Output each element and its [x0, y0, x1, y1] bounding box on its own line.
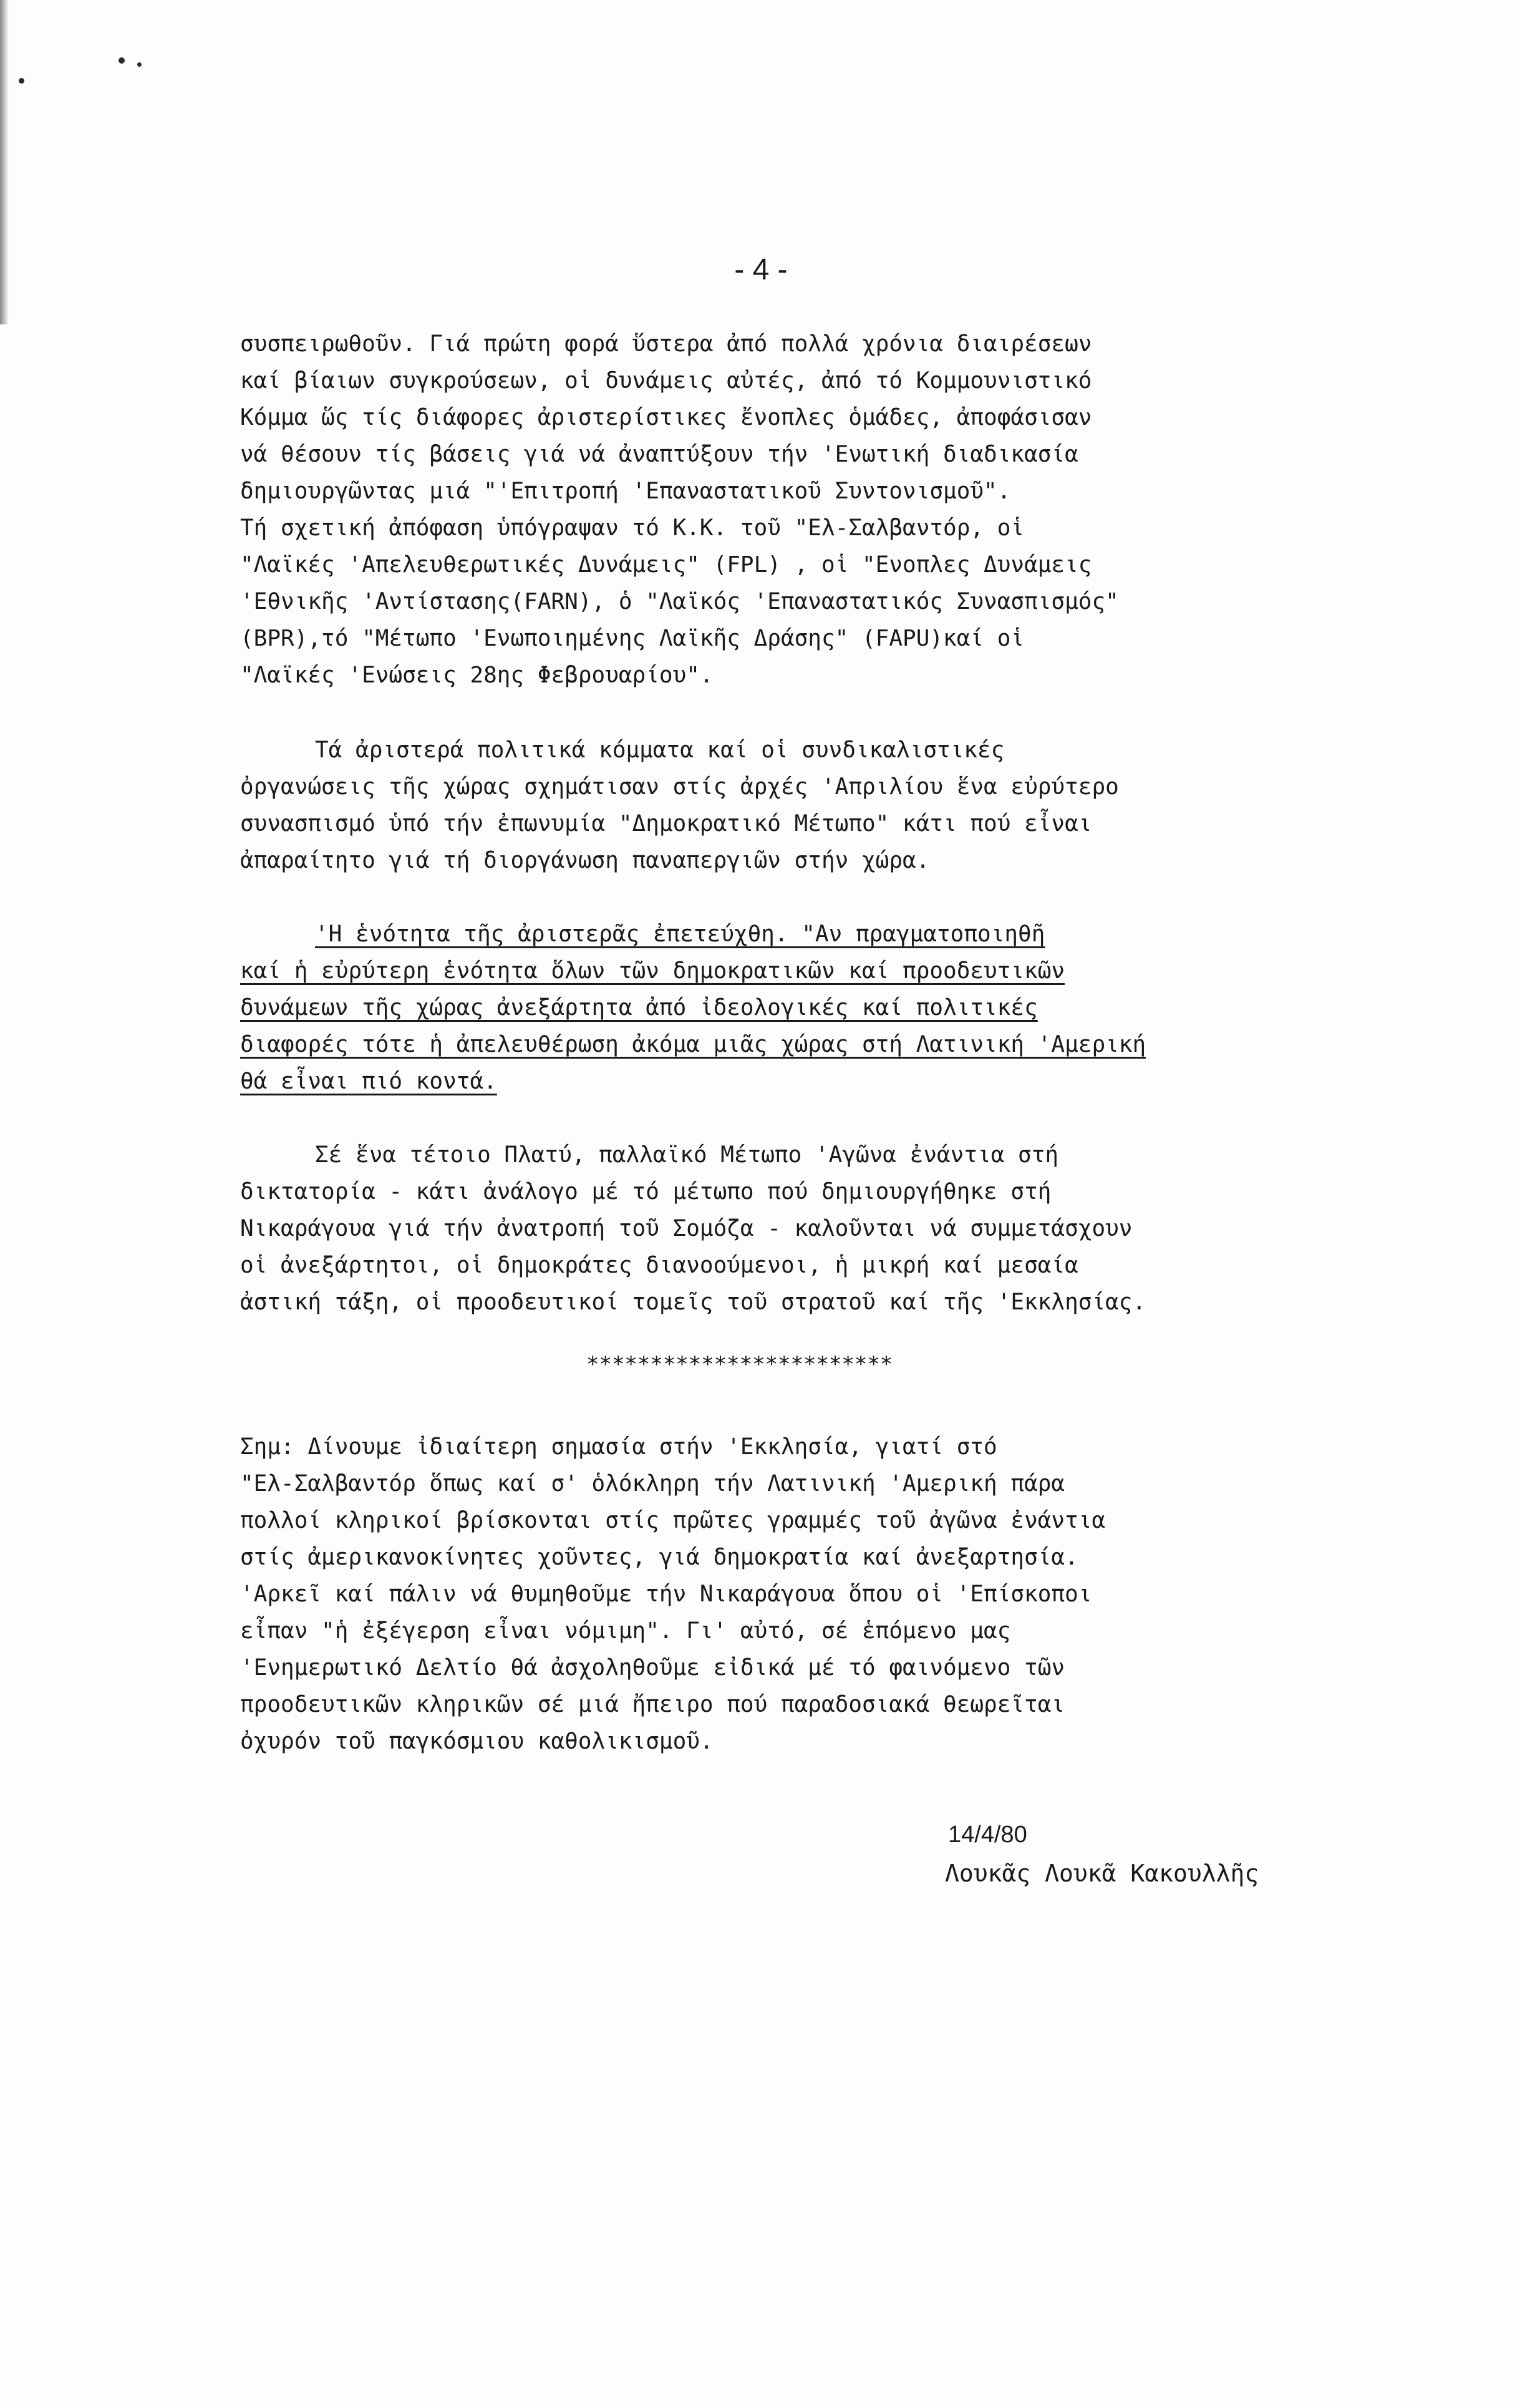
- text-line: 'Η ἑνότητα τῆς ἀριστερᾶς ἐπετεύχθη. "Αν πραγματοποιηθῆ: [315, 921, 1045, 947]
- text-line: (BPR),τό "Μέτωπο 'Ενωποιημένης Λαϊκῆς Δράσης" (FAPU)καί οἱ: [240, 626, 1025, 651]
- text-line: οἱ ἀνεξάρτητοι, οἱ δημοκράτες διανοούμενοι, ἡ μικρή καί μεσαία: [240, 1253, 1078, 1278]
- signature-block: [945, 1815, 1259, 1893]
- text-line: Τά ἀριστερά πολιτικά κόμματα καί οἱ συνδικαλιστικές: [315, 737, 1005, 763]
- text-line: συνασπισμό ὑπό τήν ἐπωνυμία "Δημοκρατικό Μέτωπο" κάτι πού εἶναι: [240, 811, 1092, 837]
- text-line: 'Ενημερωτικό Δελτίο θά ἀσχοληθοῦμε εἰδικά μέ τό φαινόμενο τῶν: [240, 1655, 1065, 1681]
- footnote: [240, 1429, 1105, 1760]
- text-line: καί βίαιων συγκρούσεων, οἱ δυνάμεις αὐτές, ἀπό τό Κομμουνιστικό: [240, 368, 1092, 394]
- text-line: "Ελ-Σαλβαντόρ ὅπως καί σ' ὁλόκληρη τήν Λατινική 'Αμερική πάρα: [240, 1471, 1065, 1497]
- text-line: ἀπαραίτητο γιά τή διοργάνωση παναπεργιῶν στήν χώρα.: [240, 848, 930, 873]
- signature-name: Λουκᾶς Λουκᾶ Κακουλλῆς: [945, 1860, 1259, 1887]
- text-line: Νικαράγουα γιά τήν ἀνατροπή τοῦ Σομόζα - καλοῦνται νά συμμετάσχουν: [240, 1216, 1133, 1241]
- text-line: Σέ ἕνα τέτοιο Πλατύ, παλλαϊκό Μέτωπο 'Αγῶνα ἐνάντια στή: [315, 1142, 1059, 1168]
- text-line: "Λαϊκές 'Ενώσεις 28ης Φεβρουαρίου".: [240, 663, 714, 688]
- text-line: νά θέσουν τίς βάσεις γιά νά ἀναπτύξουν τήν 'Ενωτική διαδικασία: [240, 442, 1078, 467]
- text-line: δημιουργῶντας μιά "'Επιτροπή 'Επαναστατικοῦ Συντονισμοῦ".: [240, 478, 1011, 504]
- signature-date: 14/4/80: [948, 1822, 1027, 1848]
- scan-speck: [19, 78, 24, 84]
- text-line: θά εἶναι πιό κοντά.: [240, 1069, 497, 1094]
- text-line: δυνάμεων τῆς χώρας ἀνεξάρτητα ἀπό ἰδεολογικές καί πολιτικές: [240, 995, 1038, 1021]
- text-line: 'Αρκεῖ καί πάλιν νά θυμηθοῦμε τήν Νικαράγουα ὅπου οἱ 'Επίσκοποι: [240, 1581, 1092, 1607]
- underlined-paragraph: [240, 916, 1146, 1100]
- text-line: ὀργανώσεις τῆς χώρας σχημάτισαν στίς ἀρχές 'Απριλίου ἕνα εὐρύτερο: [240, 774, 1119, 800]
- paragraph-2: [240, 732, 1119, 879]
- text-line: "Λαϊκές 'Απελευθερωτικές Δυνάμεις" (FPL) , οἱ "Ενοπλες Δυνάμεις: [240, 552, 1092, 578]
- text-line: 'Εθνικῆς 'Αντίστασης(FARN), ὁ "Λαϊκός 'Επαναστατικός Συνασπισμός": [240, 589, 1119, 614]
- text-line: Τή σχετική ἀπόφαση ὑπόγραψαν τό Κ.Κ. τοῦ "Ελ-Σαλβαντόρ, οἱ: [240, 515, 1025, 541]
- text-line: εἶπαν "ἡ ἐξέγερση εἶναι νόμιμη". Γι' αὐτό, σέ ἑπόμενο μας: [240, 1618, 1011, 1644]
- text-line: ὀχυρόν τοῦ παγκόσμιου καθολικισμοῦ.: [240, 1729, 714, 1754]
- page-number: - 4 -: [734, 253, 788, 286]
- text-line: προοδευτικῶν κληρικῶν σέ μιά ἤπειρο πού παραδοσιακά θεωρεῖται: [240, 1692, 1065, 1717]
- text-line: πολλοί κληρικοί βρίσκονται στίς πρῶτες γραμμές τοῦ ἀγῶνα ἐνάντια: [240, 1508, 1106, 1533]
- text-line: καί ἡ εὐρύτερη ἑνότητα ὅλων τῶν δημοκρατικῶν καί προοδευτικῶν: [240, 958, 1065, 984]
- text-line: Κόμμα ὥς τίς διάφορες ἀριστερίστικες ἔνοπλες ὁμάδες, ἀποφάσισαν: [240, 405, 1092, 430]
- asterisk-separator: ************************: [586, 1352, 893, 1377]
- scan-edge-shadow: [0, 0, 9, 324]
- scan-speck: [137, 62, 142, 67]
- text-line: ἀστική τάξη, οἱ προοδευτικοί τομεῖς τοῦ στρατοῦ καί τῆς 'Εκκλησίας.: [240, 1289, 1146, 1315]
- text-line: Σημ: Δίνουμε ἰδιαίτερη σημασία στήν 'Εκκλησία, γιατί στό: [240, 1434, 997, 1460]
- paragraph-1: [240, 326, 1119, 694]
- scan-speck: [119, 57, 125, 64]
- text-line: διαφορές τότε ἡ ἀπελευθέρωση ἀκόμα μιᾶς χώρας στή Λατινική 'Αμερική: [240, 1032, 1146, 1057]
- text-line: δικτατορία - κάτι ἀνάλογο μέ τό μέτωπο πού δημιουργήθηκε στή: [240, 1179, 1052, 1205]
- paragraph-4: [240, 1137, 1146, 1321]
- text-line: συσπειρωθοῦν. Γιά πρώτη φορά ὕστερα ἀπό πολλά χρόνια διαιρέσεων: [240, 331, 1092, 357]
- text-line: στίς ἀμερικανοκίνητες χοῦντες, γιά δημοκρατία καί ἀνεξαρτησία.: [240, 1545, 1078, 1570]
